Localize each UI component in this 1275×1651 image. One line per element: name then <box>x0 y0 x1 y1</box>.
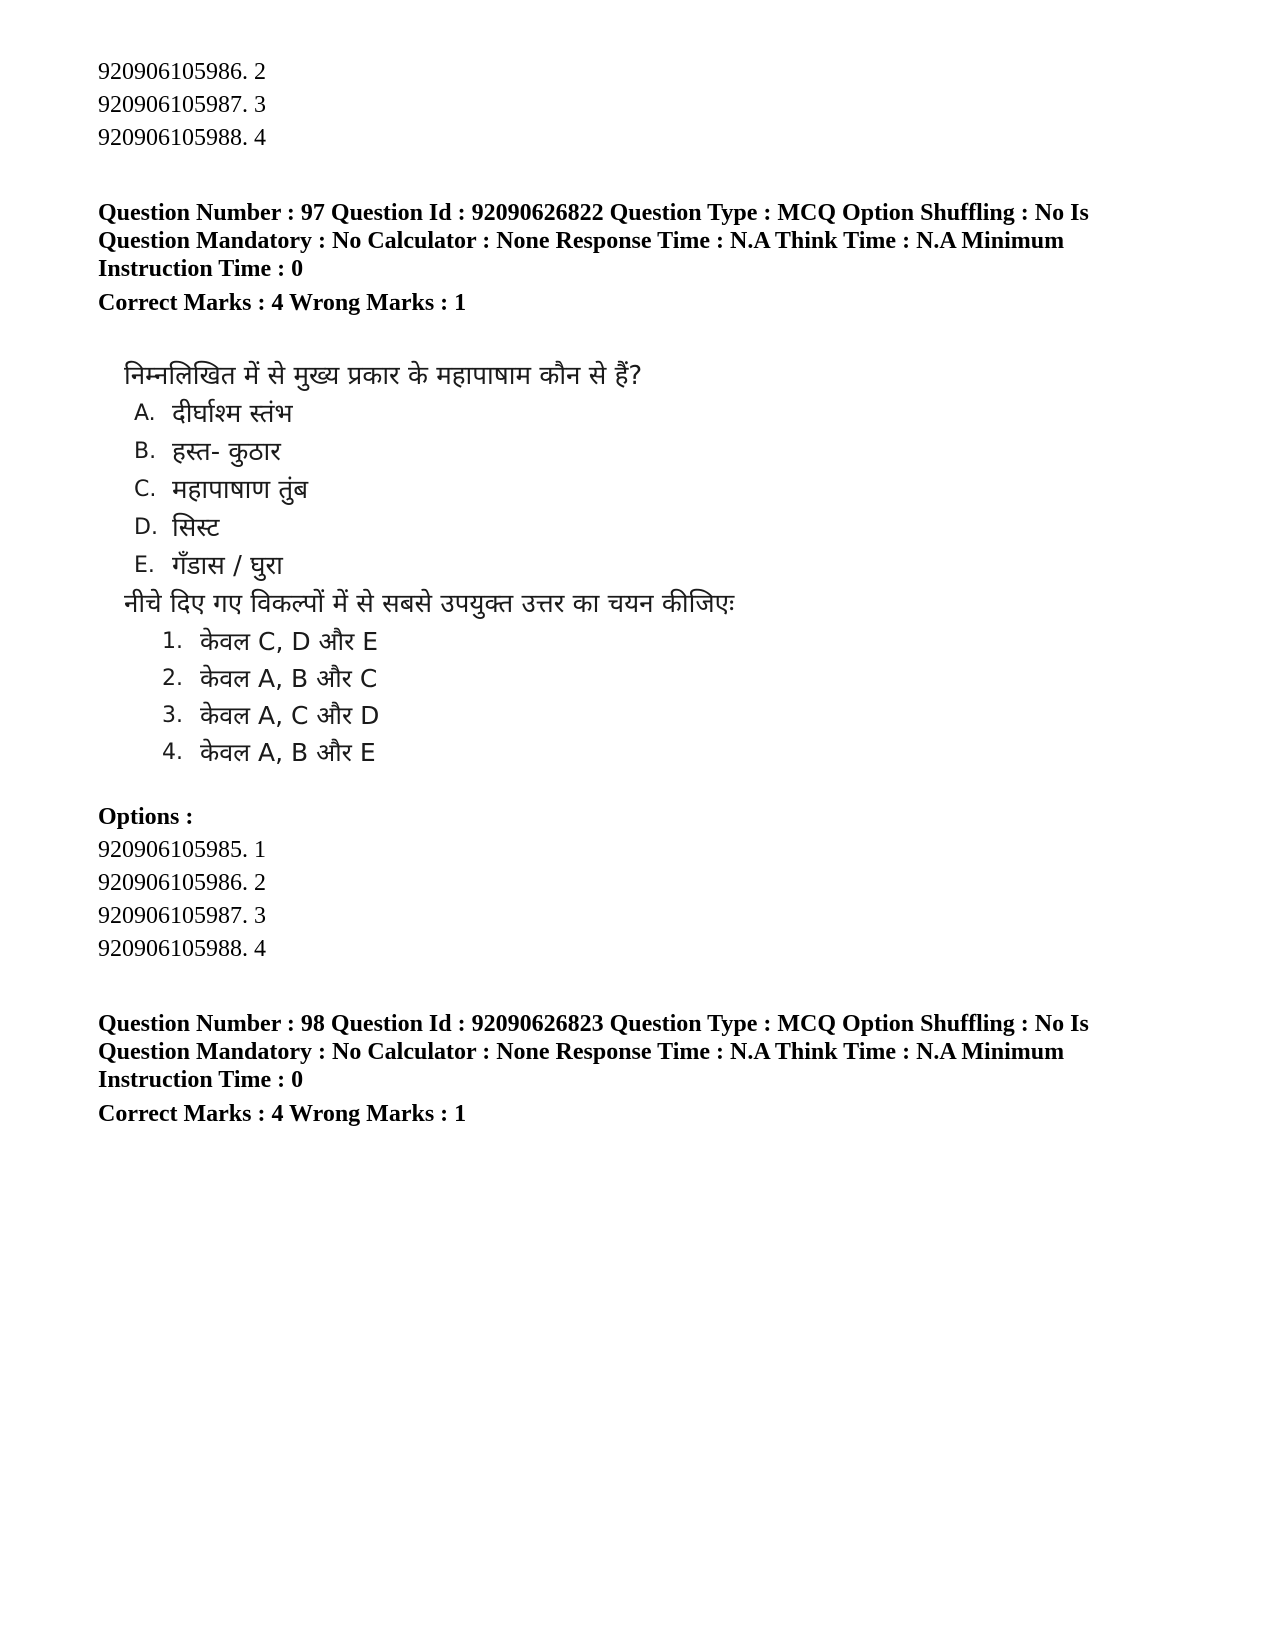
statement-label: E. <box>134 553 155 578</box>
question-98 <box>98 1010 1178 1128</box>
statement-text: दीर्घाश्म स्तंभ <box>172 399 293 429</box>
statement-text: गँडास / घुरा <box>172 551 283 581</box>
option-line: 920906105987. 3 <box>98 903 266 929</box>
statement-label: D. <box>134 515 158 540</box>
option-line: 920906105986. 2 <box>98 59 266 85</box>
options-heading: Options : <box>98 804 194 830</box>
statement-item <box>124 547 1178 585</box>
statement-item <box>124 395 1178 433</box>
statement-label: B. <box>134 439 157 464</box>
choice-text: केवल A, B और C <box>200 664 378 693</box>
option-line: 920906105988. 4 <box>98 936 266 962</box>
choice-text: केवल A, B और E <box>200 738 376 767</box>
choice-item <box>124 623 1178 660</box>
question-marks: Correct Marks : 4 Wrong Marks : 1 <box>98 290 467 316</box>
question-header: Question Number : 97 Question Id : 92090626822 Question Type : MCQ Option Shuffling : No Is Question Mandatory : No Calculator : None Response Time : N.A Think Time : N.A Minimum Instruction Time : 0 <box>98 200 1089 282</box>
choice-number: 4. <box>162 740 183 765</box>
previous-options-list <box>98 56 1178 155</box>
choice-item <box>124 660 1178 697</box>
question-text: निम्नलिखित में से मुख्य प्रकार के महापाषाम कौन से हैं? <box>124 361 643 391</box>
option-line: 920906105986. 2 <box>98 870 266 896</box>
question-marks: Correct Marks : 4 Wrong Marks : 1 <box>98 1101 467 1127</box>
statement-label: A. <box>134 401 156 426</box>
choice-item <box>124 734 1178 771</box>
statement-text: सिस्ट <box>172 513 220 543</box>
options-list <box>98 834 1178 966</box>
choice-item <box>124 697 1178 734</box>
statement-item <box>124 433 1178 471</box>
document-page <box>98 56 1178 1128</box>
statement-item <box>124 509 1178 547</box>
instruction-text: नीचे दिए गए विकल्पों में से सबसे उपयुक्त उत्तर का चयन कीजिएः <box>124 589 735 619</box>
statement-item <box>124 471 1178 509</box>
question-97 <box>98 199 1178 966</box>
choice-number: 1. <box>162 629 183 654</box>
statement-text: महापाषाण तुंब <box>172 475 309 505</box>
choice-text: केवल C, D और E <box>200 627 379 656</box>
option-line: 920906105987. 3 <box>98 92 266 118</box>
question-header: Question Number : 98 Question Id : 92090626823 Question Type : MCQ Option Shuffling : No Is Question Mandatory : No Calculator : None Response Time : N.A Think Time : N.A Minimum Instruction Time : 0 <box>98 1011 1089 1093</box>
option-line: 920906105988. 4 <box>98 125 266 151</box>
option-line: 920906105985. 1 <box>98 837 266 863</box>
choice-number: 3. <box>162 703 183 728</box>
question-body <box>124 357 1178 771</box>
statement-text: हस्त- कुठार <box>172 437 281 467</box>
choice-number: 2. <box>162 666 183 691</box>
statement-label: C. <box>134 477 157 502</box>
choice-text: केवल A, C और D <box>200 701 380 730</box>
